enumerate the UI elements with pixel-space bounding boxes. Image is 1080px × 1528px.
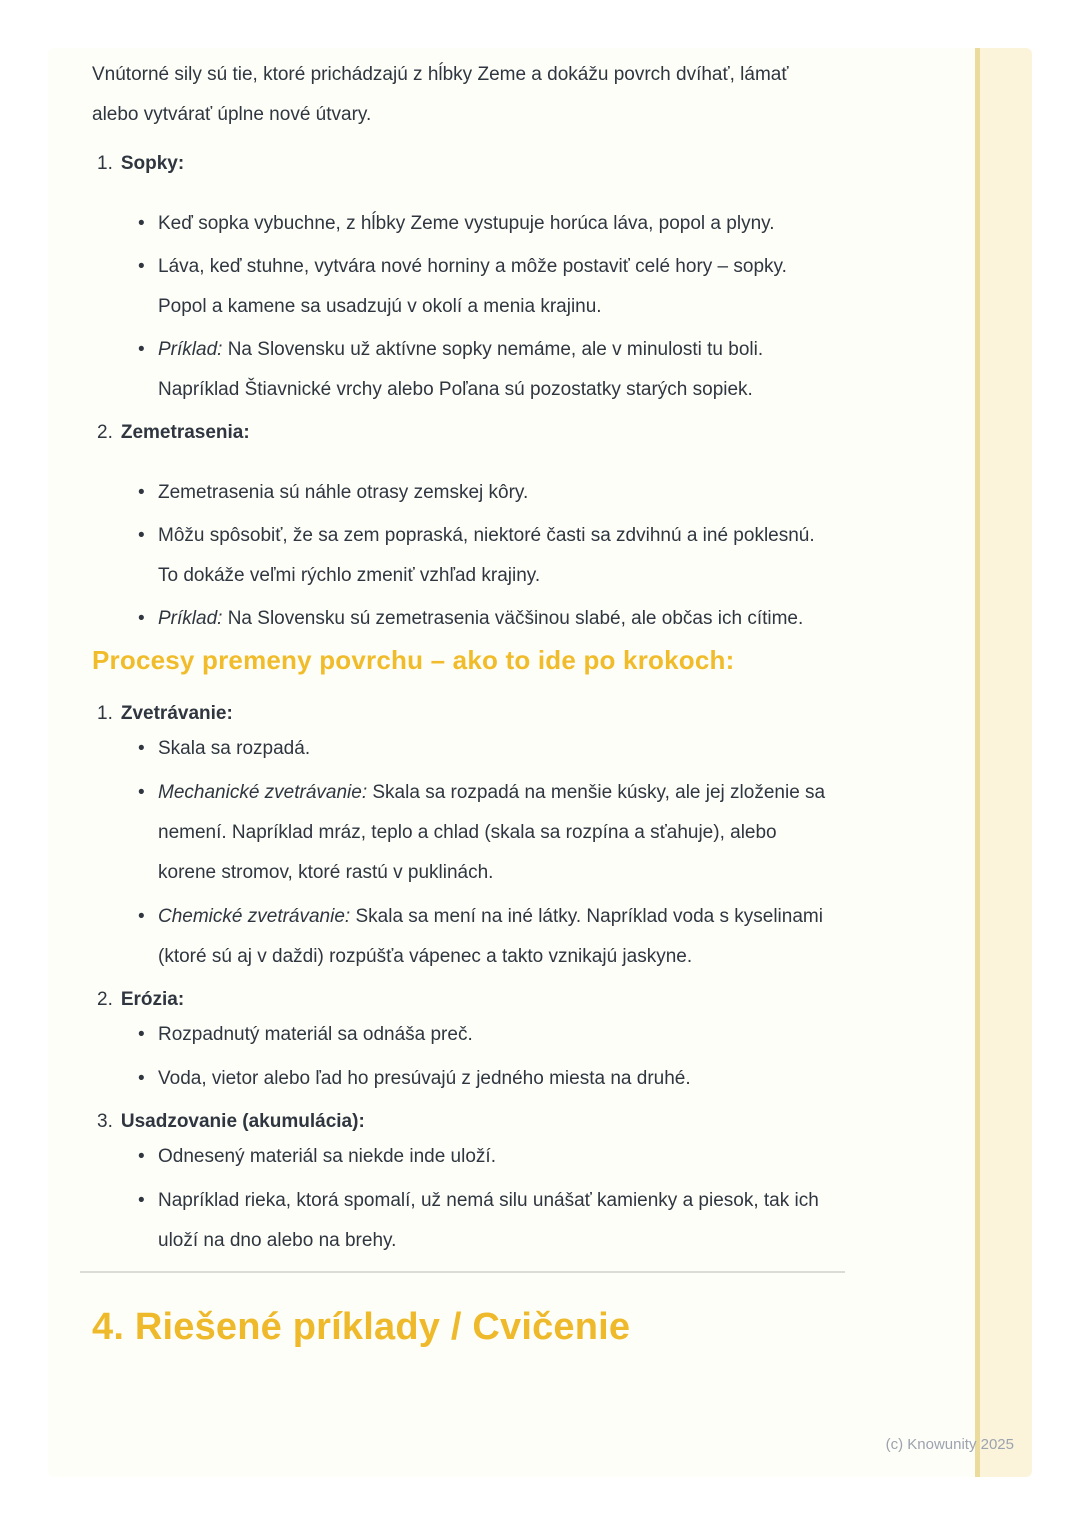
list-item-sopky (92, 149, 845, 410)
bullet-text: Napríklad rieka, ktorá spomalí, už nemá silu unášať kamienky a piesok, tak ich uloží na dno alebo na brehy. (158, 1190, 819, 1251)
bullet-text: Láva, keď stuhne, vytvára nové horniny a môže postaviť celé hory – sopky. Popol a kamene sa usadzujú v okolí a menia krajinu. (158, 256, 787, 317)
process-steps-list (92, 699, 845, 1261)
bullet-list (92, 204, 845, 410)
item-number: 1. (97, 153, 113, 174)
bullet-item (92, 1181, 826, 1261)
bullet-item (92, 1137, 826, 1177)
bullet-item (92, 1059, 826, 1099)
divider (80, 1271, 845, 1273)
section-heading-exercises: 4. Riešené príklady / Cvičenie (92, 1306, 631, 1348)
bullet-list (92, 1137, 845, 1261)
bullet-text: Na Slovensku už aktívne sopky nemáme, ale v minulosti tu boli. Napríklad Štiavnické vrchy alebo Poľana sú pozostatky starých sopiek. (158, 339, 764, 400)
item-header (92, 699, 845, 729)
item-header (92, 149, 845, 179)
bullet-lead: Príklad: (158, 339, 223, 360)
bullet-lead: Chemické zvetrávanie: (158, 906, 351, 927)
document-page (48, 48, 1032, 1477)
bullet-item (92, 247, 826, 327)
bullet-text: Rozpadnutý materiál sa odnáša preč. (158, 1024, 473, 1045)
bullet-list (92, 729, 845, 977)
item-header (92, 985, 845, 1015)
bullet-text: Môžu spôsobiť, že sa zem popraská, niektoré časti sa zdvihnú a iné poklesnú. To dokáže veľmi rýchlo zmeniť vzhľad krajiny. (158, 525, 815, 586)
item-number: 1. (97, 703, 113, 724)
bullet-item (92, 473, 826, 513)
bullet-text: Skala sa rozpadá na menšie kúsky, ale jej zloženie sa nemení. Napríklad mráz, teplo a chlad (skala sa rozpína a sťahuje), alebo korene stromov, ktoré rastú v puklinách. (158, 782, 826, 883)
bullet-text: Na Slovensku sú zemetrasenia väčšinou slabé, ale občas ich cítime. (222, 608, 804, 629)
bullet-list (92, 473, 845, 639)
list-item-zemetrasenia (92, 418, 845, 639)
bullet-item (92, 1015, 826, 1055)
item-term: Usadzovanie (akumulácia): (120, 1111, 365, 1132)
bullet-text: Zemetrasenia sú náhle otrasy zemskej kôry. (158, 482, 529, 503)
item-number: 2. (97, 989, 113, 1010)
item-term: Zemetrasenia: (120, 422, 250, 443)
item-term: Zvetrávanie: (120, 703, 233, 724)
bullet-item (92, 516, 826, 596)
bullet-item (92, 330, 826, 410)
bullet-text: Skala sa mení na iné látky. Napríklad voda s kyselinami (ktoré sú aj v daždi) rozpúšťa vápenec a takto vznikajú jaskyne. (158, 906, 823, 967)
bullet-item (92, 204, 826, 244)
inner-forces-list (92, 149, 845, 639)
list-item-erozia (92, 985, 845, 1099)
bullet-text: Voda, vietor alebo ľad ho presúvajú z jedného miesta na druhé. (158, 1068, 691, 1089)
watermark: (c) Knowunity 2025 (885, 1436, 1014, 1453)
item-number: 2. (97, 422, 113, 443)
bullet-list (92, 1015, 845, 1099)
item-number: 3. (97, 1111, 113, 1132)
bullet-item (92, 897, 826, 977)
bullet-item (92, 773, 826, 893)
item-term: Erózia: (120, 989, 185, 1010)
section-heading-processes: Procesy premeny povrchu – ako to ide po krokoch: (92, 645, 735, 675)
bullet-text: Keď sopka vybuchne, z hĺbky Zeme vystupuje horúca láva, popol a plyny. (158, 213, 775, 234)
list-item-zvetravanie (92, 699, 845, 977)
page-content (92, 48, 845, 1349)
bullet-text: Odnesený materiál sa niekde inde uloží. (158, 1146, 496, 1167)
item-header (92, 1107, 845, 1137)
bullet-text: Skala sa rozpadá. (158, 738, 311, 759)
intro-paragraph: Vnútorné sily sú tie, ktoré prichádzajú z hĺbky Zeme a dokážu povrch dvíhať, lámať alebo vytvárať úplne nové útvary. (92, 64, 789, 125)
bullet-lead: Mechanické zvetrávanie: (158, 782, 368, 803)
list-item-usadzovanie (92, 1107, 845, 1261)
bullet-item (92, 729, 826, 769)
bullet-item (92, 599, 826, 639)
bullet-lead: Príklad: (158, 608, 223, 629)
item-term: Sopky: (120, 153, 185, 174)
item-header (92, 418, 845, 448)
page-edge-stripe (975, 48, 1032, 1477)
